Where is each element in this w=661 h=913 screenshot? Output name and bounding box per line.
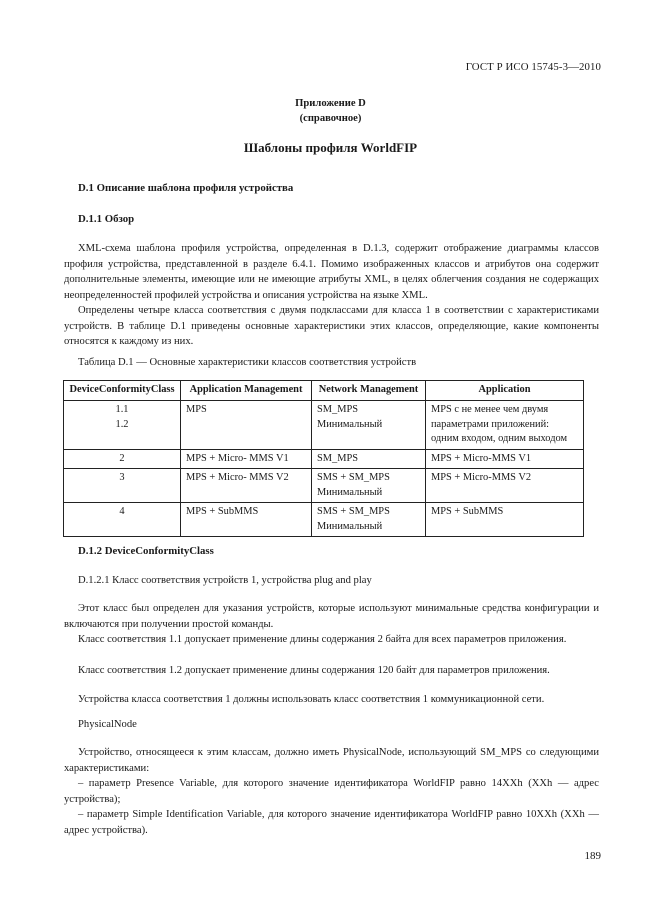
net-mgmt-level: Минимальный bbox=[317, 486, 383, 498]
net-mgmt-level: Минимальный bbox=[317, 418, 383, 430]
class-value: 1.2 bbox=[115, 418, 129, 430]
document-header: ГОСТ Р ИСО 15745-3—2010 bbox=[465, 61, 601, 73]
section-d1-heading: D.1 Описание шаблона профиля устройства bbox=[78, 182, 294, 194]
table-cell-net-mgmt: SM_MPS bbox=[312, 449, 426, 469]
paragraph-class12: Класс соответствия 1.2 допускает применение длины содержания 120 байт для параметров приложения. bbox=[78, 665, 550, 676]
page-number: 189 bbox=[584, 850, 601, 862]
table-cell-class: 3 bbox=[64, 469, 181, 503]
list-item-identification: – параметр Simple Identification Variable, для которого значение идентификатора WorldFIP равно 10XXh (XXh — адрес устройства). bbox=[64, 809, 599, 836]
net-mgmt-level: Минимальный bbox=[317, 520, 383, 532]
section-d11-heading: D.1.1 Обзор bbox=[78, 213, 135, 225]
table-cell-application: MPS + SubMMS bbox=[426, 503, 584, 537]
table-header-cell: Network Management bbox=[312, 381, 426, 401]
net-mgmt-value: SMS + SM_MPS bbox=[317, 506, 390, 517]
table-cell-app-mgmt: MPS + Micro- MMS V1 bbox=[181, 449, 312, 469]
table-row bbox=[64, 503, 584, 537]
table-cell-app-mgmt: MPS bbox=[181, 401, 312, 450]
table-cell-class bbox=[64, 401, 181, 450]
net-mgmt-value: SMS + SM_MPS bbox=[317, 472, 390, 483]
appendix-subtitle: (справочное) bbox=[299, 113, 362, 124]
conformity-table bbox=[63, 380, 584, 537]
table-caption: Таблица D.1 — Основные характеристики классов соответствия устройств bbox=[78, 357, 417, 368]
paragraph-physicalnode: Устройство, относящееся к этим классам, должно иметь PhysicalNode, использующий SM_MPS со следующими характеристиками: bbox=[64, 747, 599, 774]
table-cell-app-mgmt: MPS + Micro- MMS V2 bbox=[181, 469, 312, 503]
appendix-title: Приложение D bbox=[295, 98, 366, 109]
table-header-cell: Application Management bbox=[181, 381, 312, 401]
paragraph-overview-1: XML-схема шаблона профиля устройства, определенная в D.1.3, содержит отображение диаграммы классов профиля устройства, представленной в разделе 6.4.1. Помимо изображенных классов и атрибутов она содержит дополнительные элементы, имеющие или не имеющие атрибуты XML, в целях облегчения создания не содержащих неопределенностей профилей устройства и описания устройства на языке XML. bbox=[64, 243, 599, 301]
table-cell-application: MPS с не менее чем двумя параметрами приложений: одним входом, одним выходом bbox=[426, 401, 584, 450]
table-header-row bbox=[64, 381, 584, 401]
paragraph-overview-2: Определены четыре класса соответствия с двумя подклассами для класса 1 в соответствии с характеристиками устройств. В таблице D.1 приведены основные характеристики этих классов, определяющие, какие компоненты относятся к каждому из них. bbox=[64, 305, 599, 347]
table-row bbox=[64, 469, 584, 503]
table-header-cell: DeviceConformityClass bbox=[64, 381, 181, 401]
paragraph-class11: Класс соответствия 1.1 допускает применение длины содержания 2 байта для всех параметров приложения. bbox=[78, 634, 567, 645]
table-cell-application: MPS + Micro-MMS V1 bbox=[426, 449, 584, 469]
table-cell-net-mgmt bbox=[312, 469, 426, 503]
paragraph-class1-network: Устройства класса соответствия 1 должны использовать класс соответствия 1 коммуникационной сети. bbox=[78, 694, 545, 705]
table-cell-app-mgmt: MPS + SubMMS bbox=[181, 503, 312, 537]
table-row bbox=[64, 449, 584, 469]
table-header-cell: Application bbox=[426, 381, 584, 401]
table-cell-application: MPS + Micro-MMS V2 bbox=[426, 469, 584, 503]
appendix-heading: Шаблоны профиля WorldFIP bbox=[243, 140, 418, 155]
class-value: 1.1 bbox=[115, 404, 129, 415]
table-cell-net-mgmt bbox=[312, 401, 426, 450]
net-mgmt-value: SM_MPS bbox=[317, 404, 359, 415]
table-cell-class: 2 bbox=[64, 449, 181, 469]
physicalnode-label: PhysicalNode bbox=[78, 719, 137, 730]
paragraph-class1-desc: Этот класс был определен для указания устройств, которые используют минимальные средства конфигурации и включаются при получении простой команды. bbox=[64, 603, 599, 630]
table-cell-net-mgmt bbox=[312, 503, 426, 537]
section-d12-heading: D.1.2 DeviceConformityClass bbox=[78, 545, 214, 557]
table-row bbox=[64, 401, 584, 450]
table-cell-class: 4 bbox=[64, 503, 181, 537]
list-item-presence: – параметр Presence Variable, для которого значение идентификатора WorldFIP равно 14XXh (XXh — адрес устройства); bbox=[64, 778, 599, 805]
subsection-d121-heading: D.1.2.1 Класс соответствия устройств 1, устройства plug and play bbox=[78, 575, 372, 586]
